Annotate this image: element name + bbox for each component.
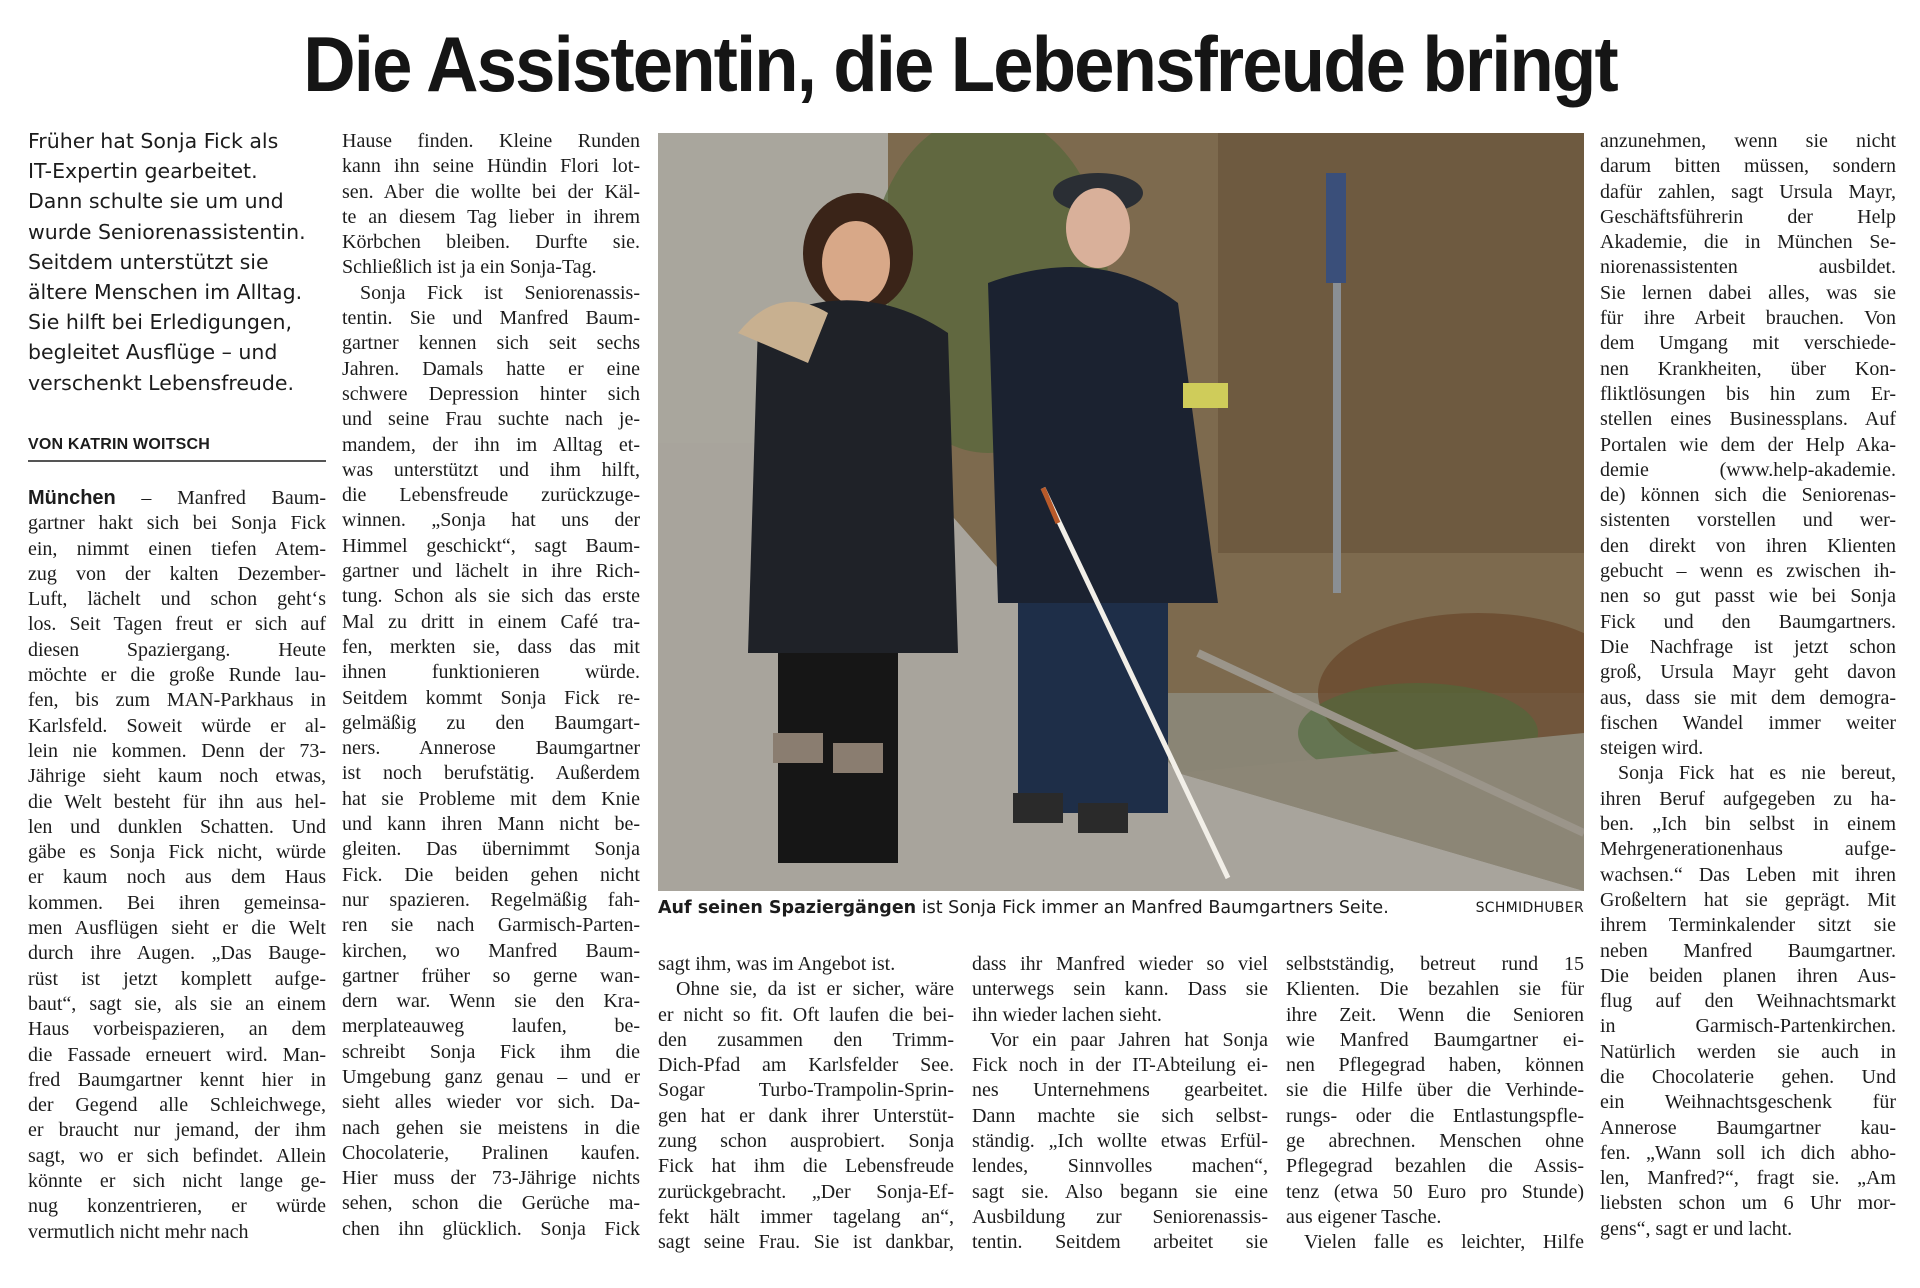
article-line: schreibt Sonja Fick ihm die: [342, 1040, 640, 1063]
intro-teaser: [28, 126, 328, 398]
article-line: dafür zahlen, sagt Ursula Mayr,: [1600, 180, 1896, 203]
article-line: zurückgebracht. „Der Sonja-Ef-: [658, 1180, 954, 1203]
article-line: gäbe es Sonja Fick nicht, würde: [28, 841, 326, 864]
article-line: sagt seine Frau. Sie ist dankbar,: [658, 1231, 954, 1254]
article-line: sen. Aber die wollte bei der Käl-: [342, 180, 640, 203]
article-line: sagt ihm, was im Angebot ist.: [658, 953, 896, 975]
article-line: lein nie kommen. Denn der 73-: [28, 739, 326, 762]
article-column-4: [972, 952, 1268, 1256]
article-line: dass ihr Manfred wieder so viel: [972, 953, 1268, 975]
article-line: demie (www.help-akademie.: [1600, 458, 1896, 481]
article-line: Jahren. Damals hatte er eine: [342, 357, 640, 380]
article-line: Die Nachfrage ist jetzt schon: [1600, 635, 1896, 658]
article-line: gartner kennen sich seit sechs: [342, 332, 640, 355]
article-line: gleiten. Das übernimmt Sonja: [342, 838, 640, 861]
article-line: er kaum noch aus dem Haus: [28, 866, 326, 889]
article-line: Dann machte sie sich selbst-: [972, 1104, 1268, 1127]
article-line: was unterstützt und ihm hilft,: [342, 458, 640, 481]
article-line: Geschäftsführerin der Help: [1600, 205, 1896, 228]
article-line: darum bitten müssen, sondern: [1600, 155, 1896, 178]
article-column-3: [658, 952, 954, 1256]
article-line: möchte er die große Runde lau-: [28, 664, 326, 687]
article-column-2: [342, 129, 640, 1242]
article-line: die Chocolaterie gehen. Und: [1600, 1065, 1896, 1088]
article-line: de) können sich die Seniorenas-: [1600, 484, 1896, 507]
article-line: ist noch berufstätig. Außerdem: [342, 762, 640, 785]
article-line: flug auf den Weihnachtsmarkt: [1600, 990, 1896, 1013]
article-line: fen. „Wann soll ich dich abho-: [1600, 1141, 1896, 1164]
article-line: nur spazieren. Regelmäßig fah-: [342, 888, 640, 911]
article-line: gartner und lächelt in ihre Rich-: [342, 560, 640, 583]
article-line: Schließlich ist ja ein Sonja-Tag.: [342, 256, 597, 279]
article-line: wachsen.“ Das Leben mit ihren: [1600, 863, 1896, 886]
article-text: – Manfred Baum-: [115, 487, 326, 509]
article-line: len, Manfred?“, fragt sie. „Am: [1600, 1167, 1896, 1190]
article-line: die Lebensfreude zurückzuge-: [342, 484, 640, 507]
article-line: groß, Ursula Mayr geht davon: [1600, 661, 1896, 684]
article-line: durch ihre Augen. „Das Bauge-: [28, 942, 326, 965]
article-line: sistenten vorstellen und wer-: [1600, 509, 1896, 532]
article-line: gebucht – wenn es zwischen ih-: [1600, 560, 1896, 583]
article-line: er braucht nur jemand, der ihm: [28, 1119, 326, 1142]
article-line: fischen Wandel immer weiter: [1600, 711, 1896, 734]
intro-line: Dann schulte sie um und: [28, 189, 284, 214]
article-line: ren sie nach Garmisch-Parten-: [342, 914, 640, 937]
article-line: [28, 486, 326, 511]
article-line: in Garmisch-Partenkirchen.: [1600, 1015, 1896, 1038]
article-line: gen hat er dank ihrer Unterstüt-: [658, 1104, 954, 1127]
photo-credit: SCHMIDHUBER: [1475, 900, 1584, 916]
article-line: Großeltern hat sie geprägt. Mit: [1600, 888, 1896, 911]
article-line: stellen eines Businessplans. Auf: [1600, 408, 1896, 431]
article-line: vermutlich nicht mehr nach: [28, 1220, 249, 1243]
article-line: sieht alles wieder vor sich. Da-: [342, 1091, 640, 1114]
article-line: nen so gut passt wie bei Sonja: [1600, 585, 1896, 608]
article-line: Ohne sie, da ist er sicher, wäre: [676, 978, 954, 1001]
intro-line: Seitdem unterstützt sie: [28, 249, 269, 274]
article-line: Sie lernen dabei alles, was sie: [1600, 281, 1896, 304]
article-line: tung. Schon als sie sich das erste: [342, 585, 640, 608]
article-line: Fick. Die beiden gehen nicht: [342, 863, 640, 886]
article-line: tenz (etwa 50 Euro pro Stunde): [1286, 1180, 1584, 1203]
article-line: für ihre Arbeit brauchen. Von: [1600, 307, 1896, 330]
caption-lead: Auf seinen Spaziergängen: [658, 898, 917, 918]
article-line: Akademie, die in München Se-: [1600, 231, 1896, 254]
article-line: dern war. Wenn sie den Kra-: [342, 990, 640, 1013]
article-column-1: [28, 486, 326, 1245]
article-line: die Welt besteht für ihn aus hel-: [28, 790, 326, 813]
article-line: men Ausflügen sieht er die Welt: [28, 917, 326, 940]
article-line: ständig. „Ich wollte etwas Erfül-: [972, 1130, 1268, 1153]
article-line: Vielen falle es leichter, Hilfe: [1304, 1231, 1584, 1254]
article-line: zug von der kalten Dezember-: [28, 562, 326, 585]
article-line: Annerose Baumgartner kau-: [1600, 1116, 1896, 1139]
article-line: ihre Zeit. Wenn die Senioren: [1286, 1003, 1584, 1026]
article-line: Hause finden. Kleine Runden: [342, 130, 640, 152]
intro-line: wurde Seniorenassistentin.: [28, 219, 306, 244]
article-line: Mehrgenerationenhaus aufge-: [1600, 838, 1896, 861]
article-line: merplateauweg laufen, be-: [342, 1015, 640, 1038]
article-line: tentin. Seitdem arbeitet sie: [972, 1231, 1268, 1254]
article-line: sagt, wo er sich befindet. Allein: [28, 1144, 326, 1167]
article-line: er nicht so fit. Oft laufen die bei-: [658, 1003, 954, 1026]
article-line: aus, dass sie mit dem demogra-: [1600, 686, 1896, 709]
article-line: unterwegs sein kann. Dass sie: [972, 978, 1268, 1001]
article-line: Klienten. Die bezahlen sie für: [1286, 978, 1584, 1001]
dateline: München: [28, 487, 116, 509]
article-line: Portalen wie dem der Help Aka-: [1600, 433, 1896, 456]
article-line: Luft, lächelt und schon geht‘s: [28, 588, 326, 611]
article-line: der Gegend alle Schleichwege,: [28, 1094, 326, 1117]
article-line: und seine Frau suchte nach je-: [342, 408, 640, 431]
article-line: Karlsfeld. Soweit würde er al-: [28, 714, 326, 737]
article-line: Jährige sieht kaum noch etwas,: [28, 765, 326, 788]
byline: VON KATRIN WOITSCH: [28, 436, 326, 462]
photo-illustration: [658, 133, 1584, 891]
article-line: ihn wieder lachen sieht.: [972, 1003, 1162, 1026]
article-line: gartner hakt sich bei Sonja Fick: [28, 512, 326, 535]
article-line: kirchen, wo Manfred Baum-: [342, 939, 640, 962]
article-line: liebsten schon um 6 Uhr mor-: [1600, 1192, 1896, 1215]
intro-line: Früher hat Sonja Fick als: [28, 129, 279, 153]
article-line: gartner früher so gerne wan-: [342, 964, 640, 987]
article-line: rungs- oder die Entlastungspfle-: [1286, 1104, 1584, 1127]
article-line: könnte er sich nicht lange ge-: [28, 1170, 326, 1193]
article-line: sagt sie. Also begann sie eine: [972, 1180, 1268, 1203]
article-line: tentin. Sie und Manfred Baum-: [342, 307, 640, 330]
article-line: Ausbildung zur Seniorenassis-: [972, 1205, 1268, 1228]
article-line: kann ihn seine Hündin Flori lot-: [342, 155, 640, 178]
article-line: Sonja Fick ist Seniorenassis-: [360, 281, 640, 304]
article-line: schwere Depression hinter sich: [342, 382, 640, 405]
article-line: nen Krankheiten, über Kon-: [1600, 357, 1896, 380]
article-line: rüst ist jetzt komplett aufge-: [28, 967, 326, 990]
article-line: lendes, Sinnvolles machen“,: [972, 1155, 1268, 1178]
article-line: Dich-Pfad am Karlsfelder See.: [658, 1054, 954, 1077]
article-line: niorenassistenten ausbildet.: [1600, 256, 1896, 279]
article-line: anzunehmen, wenn sie nicht: [1600, 130, 1896, 152]
article-line: chen ihn glücklich. Sonja Fick: [342, 1217, 640, 1240]
article-line: mandem, der ihn im Alltag et-: [342, 433, 640, 456]
article-line: Himmel geschickt“, sagt Baum-: [342, 534, 640, 557]
article-line: fen, bis zum MAN-Parkhaus in: [28, 689, 326, 712]
article-photo: [658, 133, 1584, 891]
article-line: und kann ihren Mann nicht be-: [342, 813, 640, 836]
article-line: diesen Spaziergang. Heute: [28, 638, 326, 661]
article-line: gens“, sagt er und lacht.: [1600, 1217, 1793, 1240]
article-line: ners. Annerose Baumgartner: [342, 737, 640, 760]
article-line: dem Umgang mit verschiede-: [1600, 332, 1896, 355]
article-line: baut“, sagt sie, als sie an einem: [28, 992, 326, 1015]
article-line: fred Baumgartner kennt hier in: [28, 1068, 326, 1091]
article-line: Körbchen bleiben. Durfte sie.: [342, 231, 640, 254]
article-line: ein Weihnachtsgeschenk für: [1600, 1091, 1896, 1114]
intro-line: ältere Menschen im Alltag.: [28, 280, 303, 305]
article-line: Die beiden planen ihren Aus-: [1600, 964, 1896, 987]
article-line: ein, nimmt einen tiefen Atem-: [28, 537, 326, 560]
article-line: selbstständig, betreut rund 15: [1286, 953, 1584, 975]
article-line: sehen, schon die Gerüche ma-: [342, 1192, 640, 1215]
article-line: wie Manfred Baumgartner ei-: [1286, 1028, 1584, 1051]
article-line: nug konzentrieren, er würde: [28, 1195, 326, 1218]
article-line: ihnen funktionieren würde.: [342, 661, 640, 684]
article-line: gelmäßig zu den Baumgart-: [342, 711, 640, 734]
article-column-6: [1600, 129, 1896, 1242]
article-line: nen Pflegegrad haben, können: [1286, 1054, 1584, 1077]
article-line: Natürlich werden sie auch in: [1600, 1040, 1896, 1063]
headline: Die Assistentin, die Lebensfreude bringt: [303, 20, 1617, 108]
article-line: Fick und den Baumgartners.: [1600, 610, 1896, 633]
article-line: fen, merkten sie, dass das mit: [342, 635, 640, 658]
article-line: Haus vorbeispazieren, an dem: [28, 1018, 326, 1041]
article-line: len und dunklen Schatten. Und: [28, 815, 326, 838]
article-line: ihren Beruf aufgegeben zu ha-: [1600, 787, 1896, 810]
article-line: fliktlösungen bis hin zum Er-: [1600, 382, 1896, 405]
article-line: neben Manfred Baumgartner.: [1600, 939, 1896, 962]
article-line: Fick hat ihm die Lebensfreude: [658, 1155, 954, 1178]
caption-text: ist Sonja Fick immer an Manfred Baumgartners Seite.: [916, 898, 1389, 918]
article-line: Vor ein paar Jahren hat Sonja: [990, 1028, 1268, 1051]
article-line: steigen wird.: [1600, 737, 1704, 760]
article-line: den zusammen den Trimm-: [658, 1028, 954, 1051]
article-line: Fick noch in der IT-Abteilung ei-: [972, 1054, 1268, 1077]
article-column-5: [1286, 952, 1584, 1256]
article-line: sie die Hilfe über die Verhinde-: [1286, 1079, 1584, 1102]
intro-line: IT-Expertin gearbeitet.: [28, 159, 258, 184]
photo-caption: [658, 898, 1584, 918]
article-line: Pflegegrad bezahlen die Assis-: [1286, 1155, 1584, 1178]
article-line: aus eigener Tasche.: [1286, 1205, 1442, 1228]
article-line: winnen. „Sonja hat uns der: [342, 509, 640, 532]
article-line: ge abrechnen. Menschen ohne: [1286, 1130, 1584, 1153]
article-line: den direkt von ihren Klienten: [1600, 534, 1896, 557]
intro-line: verschenkt Lebensfreude.: [28, 370, 295, 395]
article-line: Mal zu dritt in einem Café tra-: [342, 610, 640, 633]
article-line: ben. „Ich bin selbst in einem: [1600, 813, 1896, 836]
article-line: Sonja Fick hat es nie bereut,: [1618, 762, 1896, 785]
article-line: zung schon ausprobiert. Sonja: [658, 1130, 954, 1153]
article-line: nes Unternehmens gearbeitet.: [972, 1079, 1268, 1102]
article-line: los. Seit Tagen freut er sich auf: [28, 613, 326, 636]
article-line: Sogar Turbo-Trampolin-Sprin-: [658, 1079, 954, 1102]
article-line: die Fassade erneuert wird. Man-: [28, 1043, 326, 1066]
article-line: fekt hält immer tagelang an“,: [658, 1205, 954, 1228]
article-line: nach gehen sie meistens in die: [342, 1116, 640, 1139]
article-line: ihrem Terminkalender sitzt sie: [1600, 914, 1896, 937]
intro-line: Sie hilft bei Erledigungen,: [28, 310, 292, 335]
article-line: Umgebung ganz genau – und er: [342, 1065, 640, 1088]
article-line: te an diesem Tag lieber in ihrem: [342, 205, 640, 228]
article-line: kommen. Bei ihren gemeinsa-: [28, 891, 326, 914]
intro-line: begleitet Ausflüge – und: [28, 340, 278, 365]
article-line: Seitdem kommt Sonja Fick re-: [342, 686, 640, 709]
article-line: Hier muss der 73-Jährige nichts: [342, 1167, 640, 1190]
article-line: Chocolaterie, Pralinen kaufen.: [342, 1141, 640, 1164]
article-line: hat sie Probleme mit dem Knie: [342, 787, 640, 810]
